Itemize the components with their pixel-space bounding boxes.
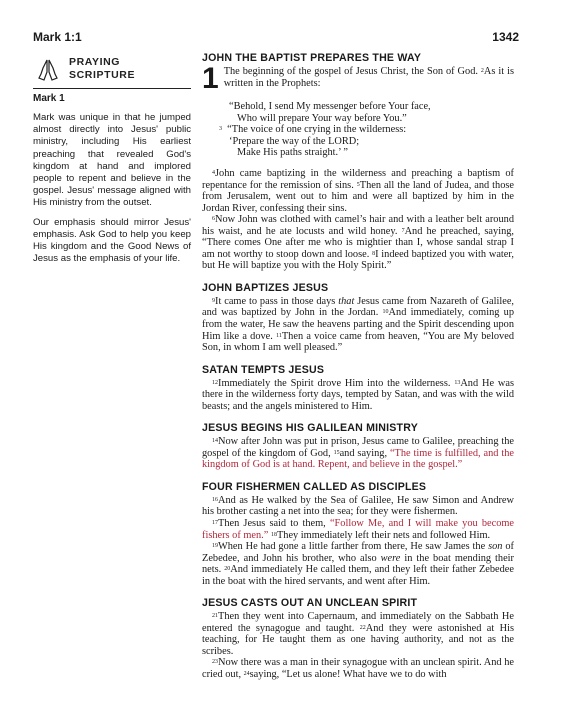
prophecy-quote: “Behold, I send My messenger before Your face, Who will prepare Your way before You.” $^3$ “The voice of one crying in the wilderness: ‘Prepare the way of the LORD; Make His paths straight.’ ” (219, 101, 431, 159)
sidebar-paragraph: Our emphasis should mirror Jesus' emphasis. Ask God to help you keep His kingdom and the Good News of Jesus as the emphasis of your life. (33, 216, 191, 265)
verse-text: $^4$John came baptizing in the wilderness and preaching a baptism of repentance for the remission of sins. $^5$Then all the land of Judea, and those from Jerusalem, went out to him and were all baptized by him in the Jordan River, confessing their sins. (202, 167, 514, 214)
scripture-column (202, 52, 514, 681)
verse-text: $^{23}$Now there was a man in their synagogue with an unclean spirit. And he cried out, $^{24}$saying, “Let us alone! What have we to do with (202, 657, 514, 681)
verse-text: $^{21}$Then they went into Capernaum, and immediately on the Sabbath He entered the synagogue and taught. $^{22}$And they were astonished at His teaching, for He taught them as one having authority, and not as the scribes. (202, 611, 515, 657)
sidebar-title: PRAYING SCRIPTURE (69, 56, 136, 81)
section-unclean-spirit (202, 597, 514, 680)
chapter-number: 1 (202, 62, 219, 95)
section-john-baptizes-jesus (202, 282, 514, 354)
verse-text: $^{14}$Now after John was put in prison, Jesus came to Galilee, preaching the gospel of the kingdom of God, $^{15}$and saying, “The time is fulfilled, and the kingdom of God is at hand. Repent, and believe in the gospel.” (202, 436, 514, 471)
verse-text: The beginning of the gospel of Jesus Christ, the Son of God. $^2$As it is written in the Prophets: (223, 66, 514, 89)
sidebar-reference: Mark 1 (33, 93, 65, 104)
verse-text: $^{17}$Then Jesus said to them, “Follow Me, and I will make you become fishers of men.” $^{18}$They immediately left their nets and followed Him. (202, 518, 515, 541)
verse-text: $^{16}$And as He walked by the Sea of Galilee, He saw Simon and Andrew his brother casting a net into the sea; for they were fishermen. (202, 494, 514, 518)
section-john-the-baptist (202, 52, 514, 272)
verse-text: $^{12}$Immediately the Spirit drove Him into the wilderness. $^{13}$And He was there in the wilderness forty days, tempted by Satan, and was with the wild beasts; and the angels ministered to Him. (202, 377, 514, 412)
section-heading: SATAN TEMPTS JESUS (202, 363, 325, 376)
section-heading: FOUR FISHERMEN CALLED AS DISCIPLES (202, 480, 427, 493)
praying-scripture-header (33, 56, 191, 82)
section-heading: JOHN THE BAPTIST PREPARES THE WAY (202, 52, 422, 64)
section-galilean-ministry (202, 422, 514, 471)
section-satan-tempts-jesus (202, 364, 514, 413)
words-of-jesus: “Follow Me, and I will make you become fishers of men.” (202, 518, 515, 541)
verse-text: $^{19}$When He had gone a little farther from there, He saw James the son of Zebedee, and John his brother, who also were in the boat mending their nets. $^{20}$And immediately He called them, and they left their father Zebedee in the boat with the hired servants, and went after Him. (202, 541, 514, 587)
verse-text: $^6$Now John was clothed with camel’s hair and with a leather belt around his waist, and he ate locusts and wild honey. $^7$And he preached, saying, “There comes One after me who is mightier than I, whose sandal strap I am not worthy to stoop down and loose. $^8$I indeed baptized you with water, but He will baptize you with the Holy Spirit.” (202, 214, 514, 272)
words-of-jesus: “The time is fulfilled, and the kingdom of God is at hand. Repent, and believe in the gospel.” (202, 447, 514, 471)
section-heading: JOHN BAPTIZES JESUS (202, 281, 329, 294)
section-heading: JESUS BEGINS HIS GALILEAN MINISTRY (202, 422, 418, 435)
praying-hands-icon (35, 58, 61, 82)
verse-text: $^9$It came to pass in those days that Jesus came from Nazareth of Galilee, and was baptized by John in the Jordan. $^{10}$And immediately, coming up from the water, He saw the heavens parting and the Spirit descending upon Him like a dove. $^{11}$Then a voice came from heaven, “You are My beloved Son, in whom I am well pleased.” (202, 295, 515, 354)
praying-scripture-sidebar (33, 56, 191, 272)
page-reference: Mark 1:1 (33, 30, 82, 44)
sidebar-paragraph: Mark was unique in that he jumped almost directly into Jesus' public ministry, including His earliest preaching that revealed God's kingdom at hand and implored people to repent and believe in the gospel. Jesus' message aligned with His ministry from the outset. (33, 112, 191, 209)
section-heading: JESUS CASTS OUT AN UNCLEAN SPIRIT (202, 597, 418, 610)
section-four-fishermen (202, 481, 514, 587)
page-number: 1342 (492, 30, 519, 44)
sidebar-divider (33, 88, 191, 89)
